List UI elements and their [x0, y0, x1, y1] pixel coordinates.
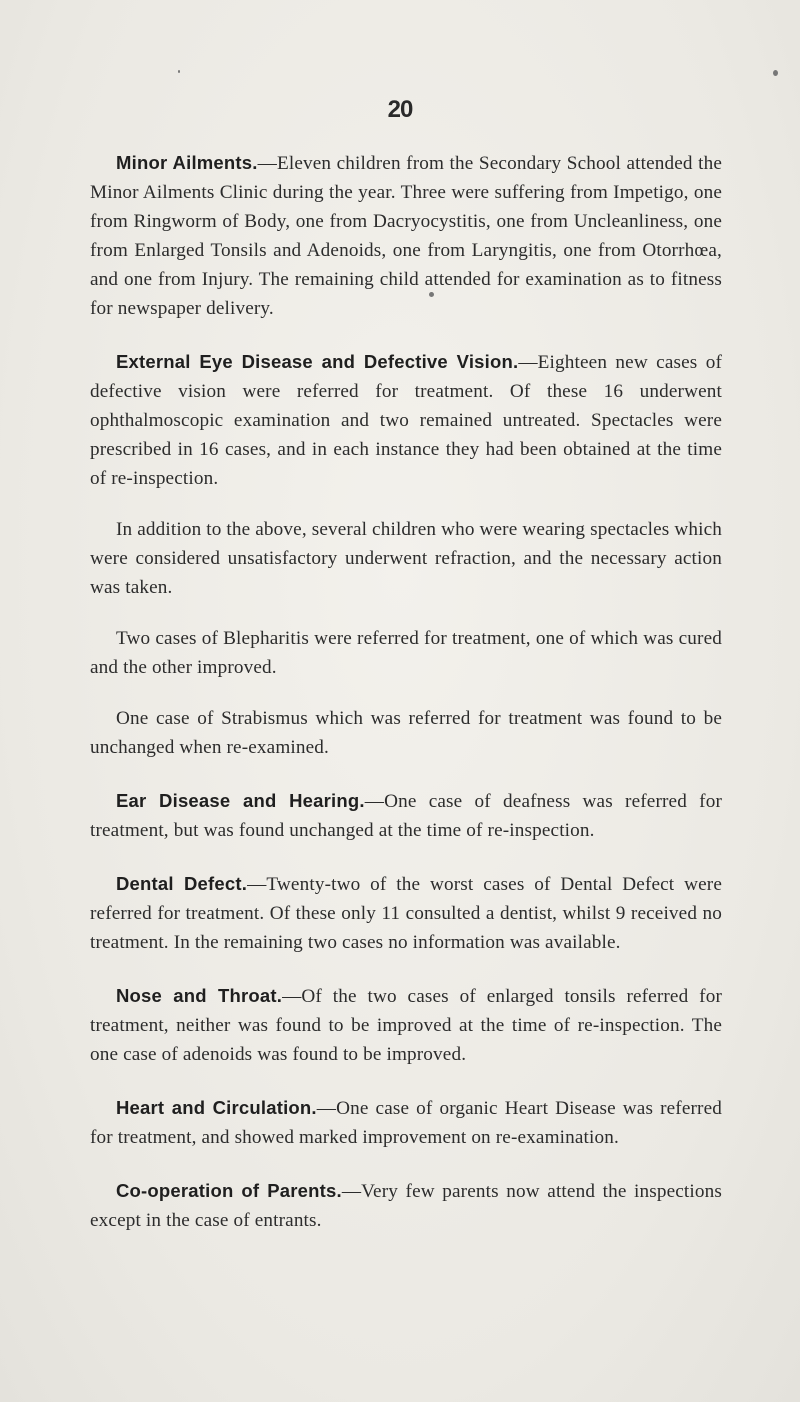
- section-cooperation-parents: [90, 1176, 722, 1235]
- section-heading: Nose and Throat.: [116, 985, 283, 1006]
- section-nose-throat: [90, 981, 722, 1069]
- paragraph: [90, 786, 722, 845]
- section-dental-defect: [90, 869, 722, 957]
- page-number: 20: [387, 96, 413, 123]
- section-heading: Minor Ailments.: [116, 152, 258, 173]
- paragraph: [90, 148, 722, 323]
- paragraph-text: —Of the two cases of enlarged tonsils referred for treatment, neither was found to be improved at the time of re-inspection. The one case of adenoids was found to be improved.: [90, 986, 722, 1065]
- section-heading: Co-operation of Parents.: [116, 1180, 342, 1201]
- paragraph: [90, 347, 722, 493]
- section-heading: Dental Defect.: [116, 873, 248, 894]
- paragraph: [90, 869, 722, 957]
- paragraph-text: —One case of deafness was referred for treatment, but was found unchanged at the time of re-inspection.: [90, 791, 722, 841]
- paragraph-text: —One case of organic Heart Disease was referred for treatment, and showed marked improvement on re-examination.: [90, 1098, 722, 1148]
- paragraph-text: —Eighteen new cases of defective vision were referred for treatment. Of these 16 underwent ophthalmoscopic examination and two remained untreated. Spectacles were prescribed in 16 cases, and in each instance they had been obtained at the time of re-inspection.: [90, 352, 722, 489]
- paragraph-text: —Eleven children from the Secondary School attended the Minor Ailments Clinic during the year. Three were suffering from Impetigo, one from Ringworm of Body, one from Dacryocystitis, one from Uncleanliness, one from Enlarged Tonsils and Adenoids, one from Laryngitis, one from Otorrhœa, and one from Injury. The remaining child attended for examination as to fitness for newspaper delivery.: [90, 153, 723, 319]
- paragraph-text: —Twenty-two of the worst cases of Dental Defect were referred for treatment. Of these only 11 consulted a dentist, whilst 9 received no treatment. In the remaining two cases no information was available.: [90, 874, 723, 953]
- document-body: [90, 148, 722, 1259]
- paragraph: In addition to the above, several children who were wearing spectacles which were considered unsatisfactory underwent refraction, and the necessary action was taken.: [90, 519, 722, 598]
- speck-mark: [178, 70, 180, 73]
- section-heading: Ear Disease and Hearing.: [116, 790, 365, 811]
- section-eye-disease: [90, 347, 722, 762]
- section-ear-hearing: [90, 786, 722, 845]
- paragraph: Two cases of Blepharitis were referred for treatment, one of which was cured and the other improved.: [90, 628, 722, 678]
- paragraph: [90, 1176, 722, 1235]
- paragraph: One case of Strabismus which was referred for treatment was found to be unchanged when re-examined.: [90, 708, 722, 758]
- paragraph: [90, 1093, 722, 1152]
- section-heading: External Eye Disease and Defective Vision.: [116, 351, 519, 372]
- section-minor-ailments: [90, 148, 722, 323]
- paragraph-text: —Very few parents now attend the inspections except in the case of entrants.: [90, 1181, 723, 1231]
- section-heading: Heart and Circulation.: [116, 1097, 317, 1118]
- section-heart-circulation: [90, 1093, 722, 1152]
- speck-mark: [773, 70, 778, 76]
- paragraph: [90, 981, 722, 1069]
